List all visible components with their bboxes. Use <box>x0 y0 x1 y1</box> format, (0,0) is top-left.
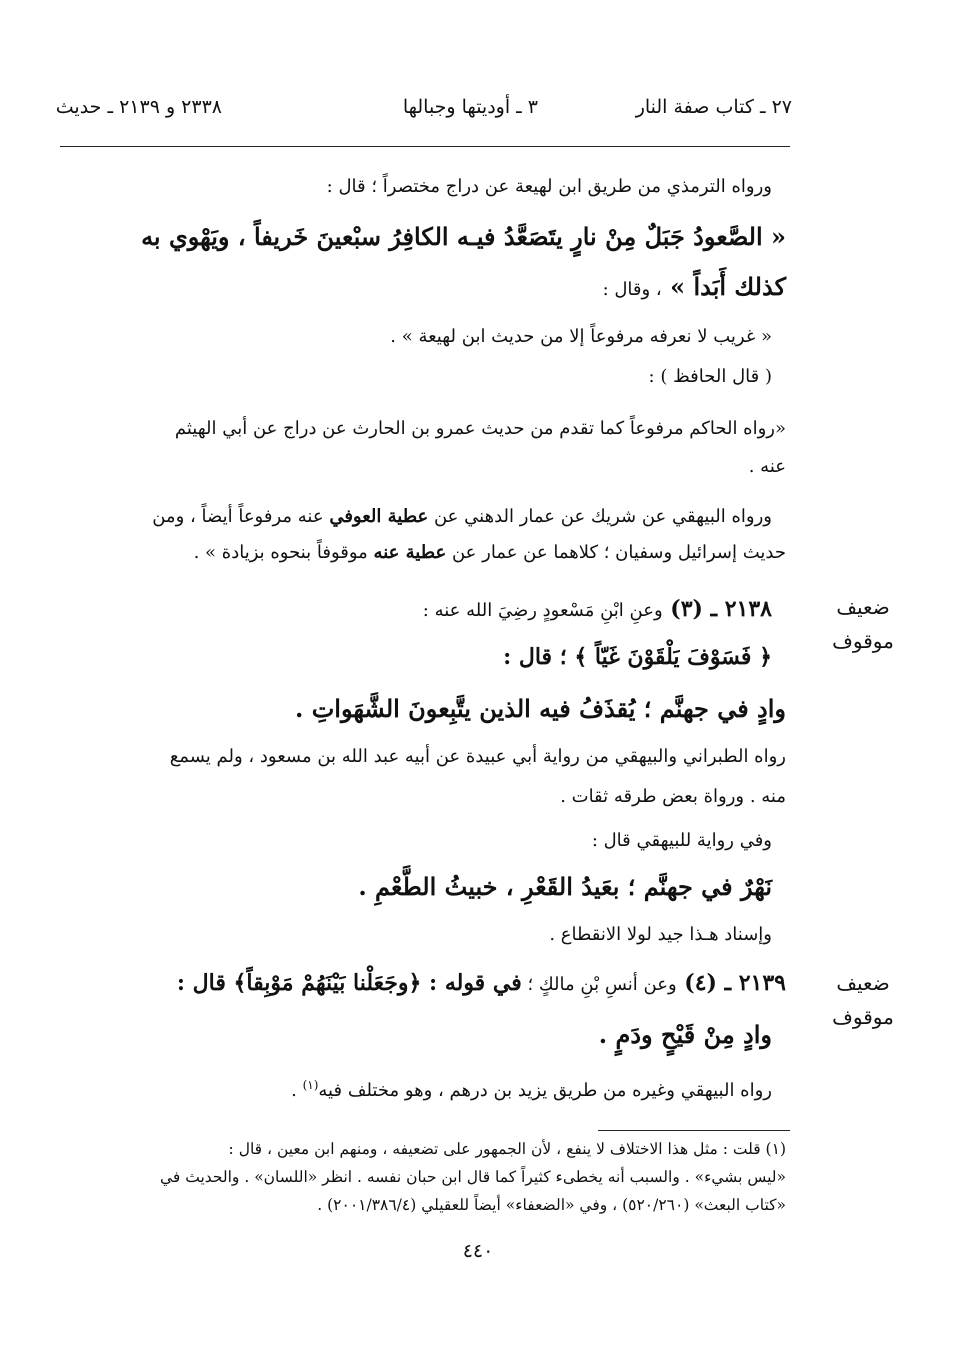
hadith-grade-label <box>828 590 898 658</box>
quran-quote: في قوله : ﴿وجَعَلْنا بَيْنَهُمْ مَوْبِقاً﴾ قال : <box>176 970 522 996</box>
hadith-number: ٢١٣٩ ـ (٤) <box>676 970 786 996</box>
grade-word: موقوف <box>832 629 894 653</box>
text-line <box>152 506 772 527</box>
header-hadith-range: ٢٣٣٨ و ٢١٣٩ ـ حديث <box>55 96 222 118</box>
footnote-line: «كتاب البعث» (٥٢٠/٢٦٠) ، وفي «الضعفاء» أيضاً للعقيلي (٢٠٠١/٣٨٦/٤) . <box>317 1196 786 1214</box>
page-number: ٤٤٠ <box>462 1240 494 1262</box>
text-line: منه . ورواة بعض طرقه ثقات . <box>560 786 786 807</box>
hadith-grade-label <box>828 966 898 1034</box>
hadith-heading <box>177 970 786 996</box>
text-fragment: ، وقال : <box>602 279 662 300</box>
text-line: عنه . <box>748 456 786 477</box>
footnote-marker: (١) <box>302 1078 319 1092</box>
header-rule <box>60 146 790 147</box>
text-line: «رواه الحاكم مرفوعاً كما تقدم من حديث عمرو بن الحارث عن دراج عن أبي الهيثم <box>174 418 786 439</box>
text-line <box>291 1078 772 1101</box>
grade-word: ضعيف <box>836 595 890 619</box>
text-line: رواه الطبراني والبيهقي من رواية أبي عبيدة عن أبيه عبد الله بن مسعود ، ولم يسمع <box>169 746 786 767</box>
hadith-text-line: « الصَّعودُ جَبَلٌ مِنْ نارٍ يتَصَعَّدُ فيـه الكافِرُ سبْعينَ خَريفاً ، ويَهْوي به <box>141 222 786 251</box>
hadith-heading <box>423 596 772 622</box>
hadith-text-line: نَهْرٌ في جهنَّم ؛ بعَيدُ القَعْرِ ، خبيثُ الطَّعْمِ . <box>358 872 772 901</box>
footnote-rule <box>598 1130 790 1131</box>
text-fragment: موقوفاً بنحوه بزيادة » . <box>193 542 374 563</box>
narrator-name: عطية عنه <box>373 542 447 563</box>
grade-word: موقوف <box>832 1005 894 1029</box>
hadith-text-line: وادٍ مِنْ قَيْحٍ ودَمٍ . <box>598 1020 772 1049</box>
text-fragment: حديث إسرائيل وسفيان ؛ كلاهما عن عمار عن <box>446 542 786 563</box>
text-fragment: وعنِ ابْنِ مَسْعودٍ رضِيَ الله عنه : <box>422 600 663 621</box>
narrator-name: عطية العوفي <box>329 506 429 527</box>
header-chapter: ٢٧ ـ كتاب صفة النار <box>635 96 792 118</box>
text-fragment: عنه مرفوعاً أيضاً ، ومن <box>152 506 330 527</box>
quran-quote-line: ﴿ فَسَوْفَ يَلْقَوْنَ غَيّاً ﴾ ؛ قال : <box>503 644 772 670</box>
header-section: ٣ ـ أوديتها وجبالها <box>402 96 538 118</box>
footnote-line: (١) قلت : مثل هذا الاختلاف لا ينفع ، لأن الجمهور على تضعيفه ، ومنهم ابن معين ، قال : <box>228 1140 786 1158</box>
text-line <box>603 272 786 301</box>
hadith-text-fragment: كذلك أَبَداً » <box>661 272 786 301</box>
footnote-line: «ليس بشيء» . والسبب أنه يخطىء كثيراً كما قال ابن حبان نفسه . انظر «اللسان» . والحديث في <box>159 1168 786 1186</box>
text-line: وإسناد هـذا جيد لولا الانقطاع . <box>549 924 772 945</box>
text-line: وفي رواية للبيهقي قال : <box>591 830 772 851</box>
hadith-number: ٢١٣٨ ـ (٣) <box>662 596 772 622</box>
text-line <box>194 542 786 563</box>
quote-line: « غريب لا نعرفه مرفوعاً إلا من حديث ابن لهيعة » . <box>390 326 772 347</box>
text-fragment: ورواه البيهقي عن شريك عن عمار الدهني عن <box>428 506 772 527</box>
grade-word: ضعيف <box>836 971 890 995</box>
text-line: ورواه الترمذي من طريق ابن لهيعة عن دراج مختصراً ؛ قال : <box>326 176 772 197</box>
text-line: ( قال الحافظ ) : <box>648 366 772 387</box>
text-fragment: رواه البيهقي وغيره من طريق يزيد بن درهم ، وهو مختلف فيه <box>318 1080 772 1101</box>
hadith-text-line: وادٍ في جهنَّم ؛ يُقذَفُ فيه الذين يتَّبِعونَ الشَّهَواتِ . <box>294 694 786 723</box>
text-fragment: . <box>291 1080 303 1101</box>
text-fragment: وعن أنسِ بْنِ مالكٍ ؛ <box>521 974 677 995</box>
